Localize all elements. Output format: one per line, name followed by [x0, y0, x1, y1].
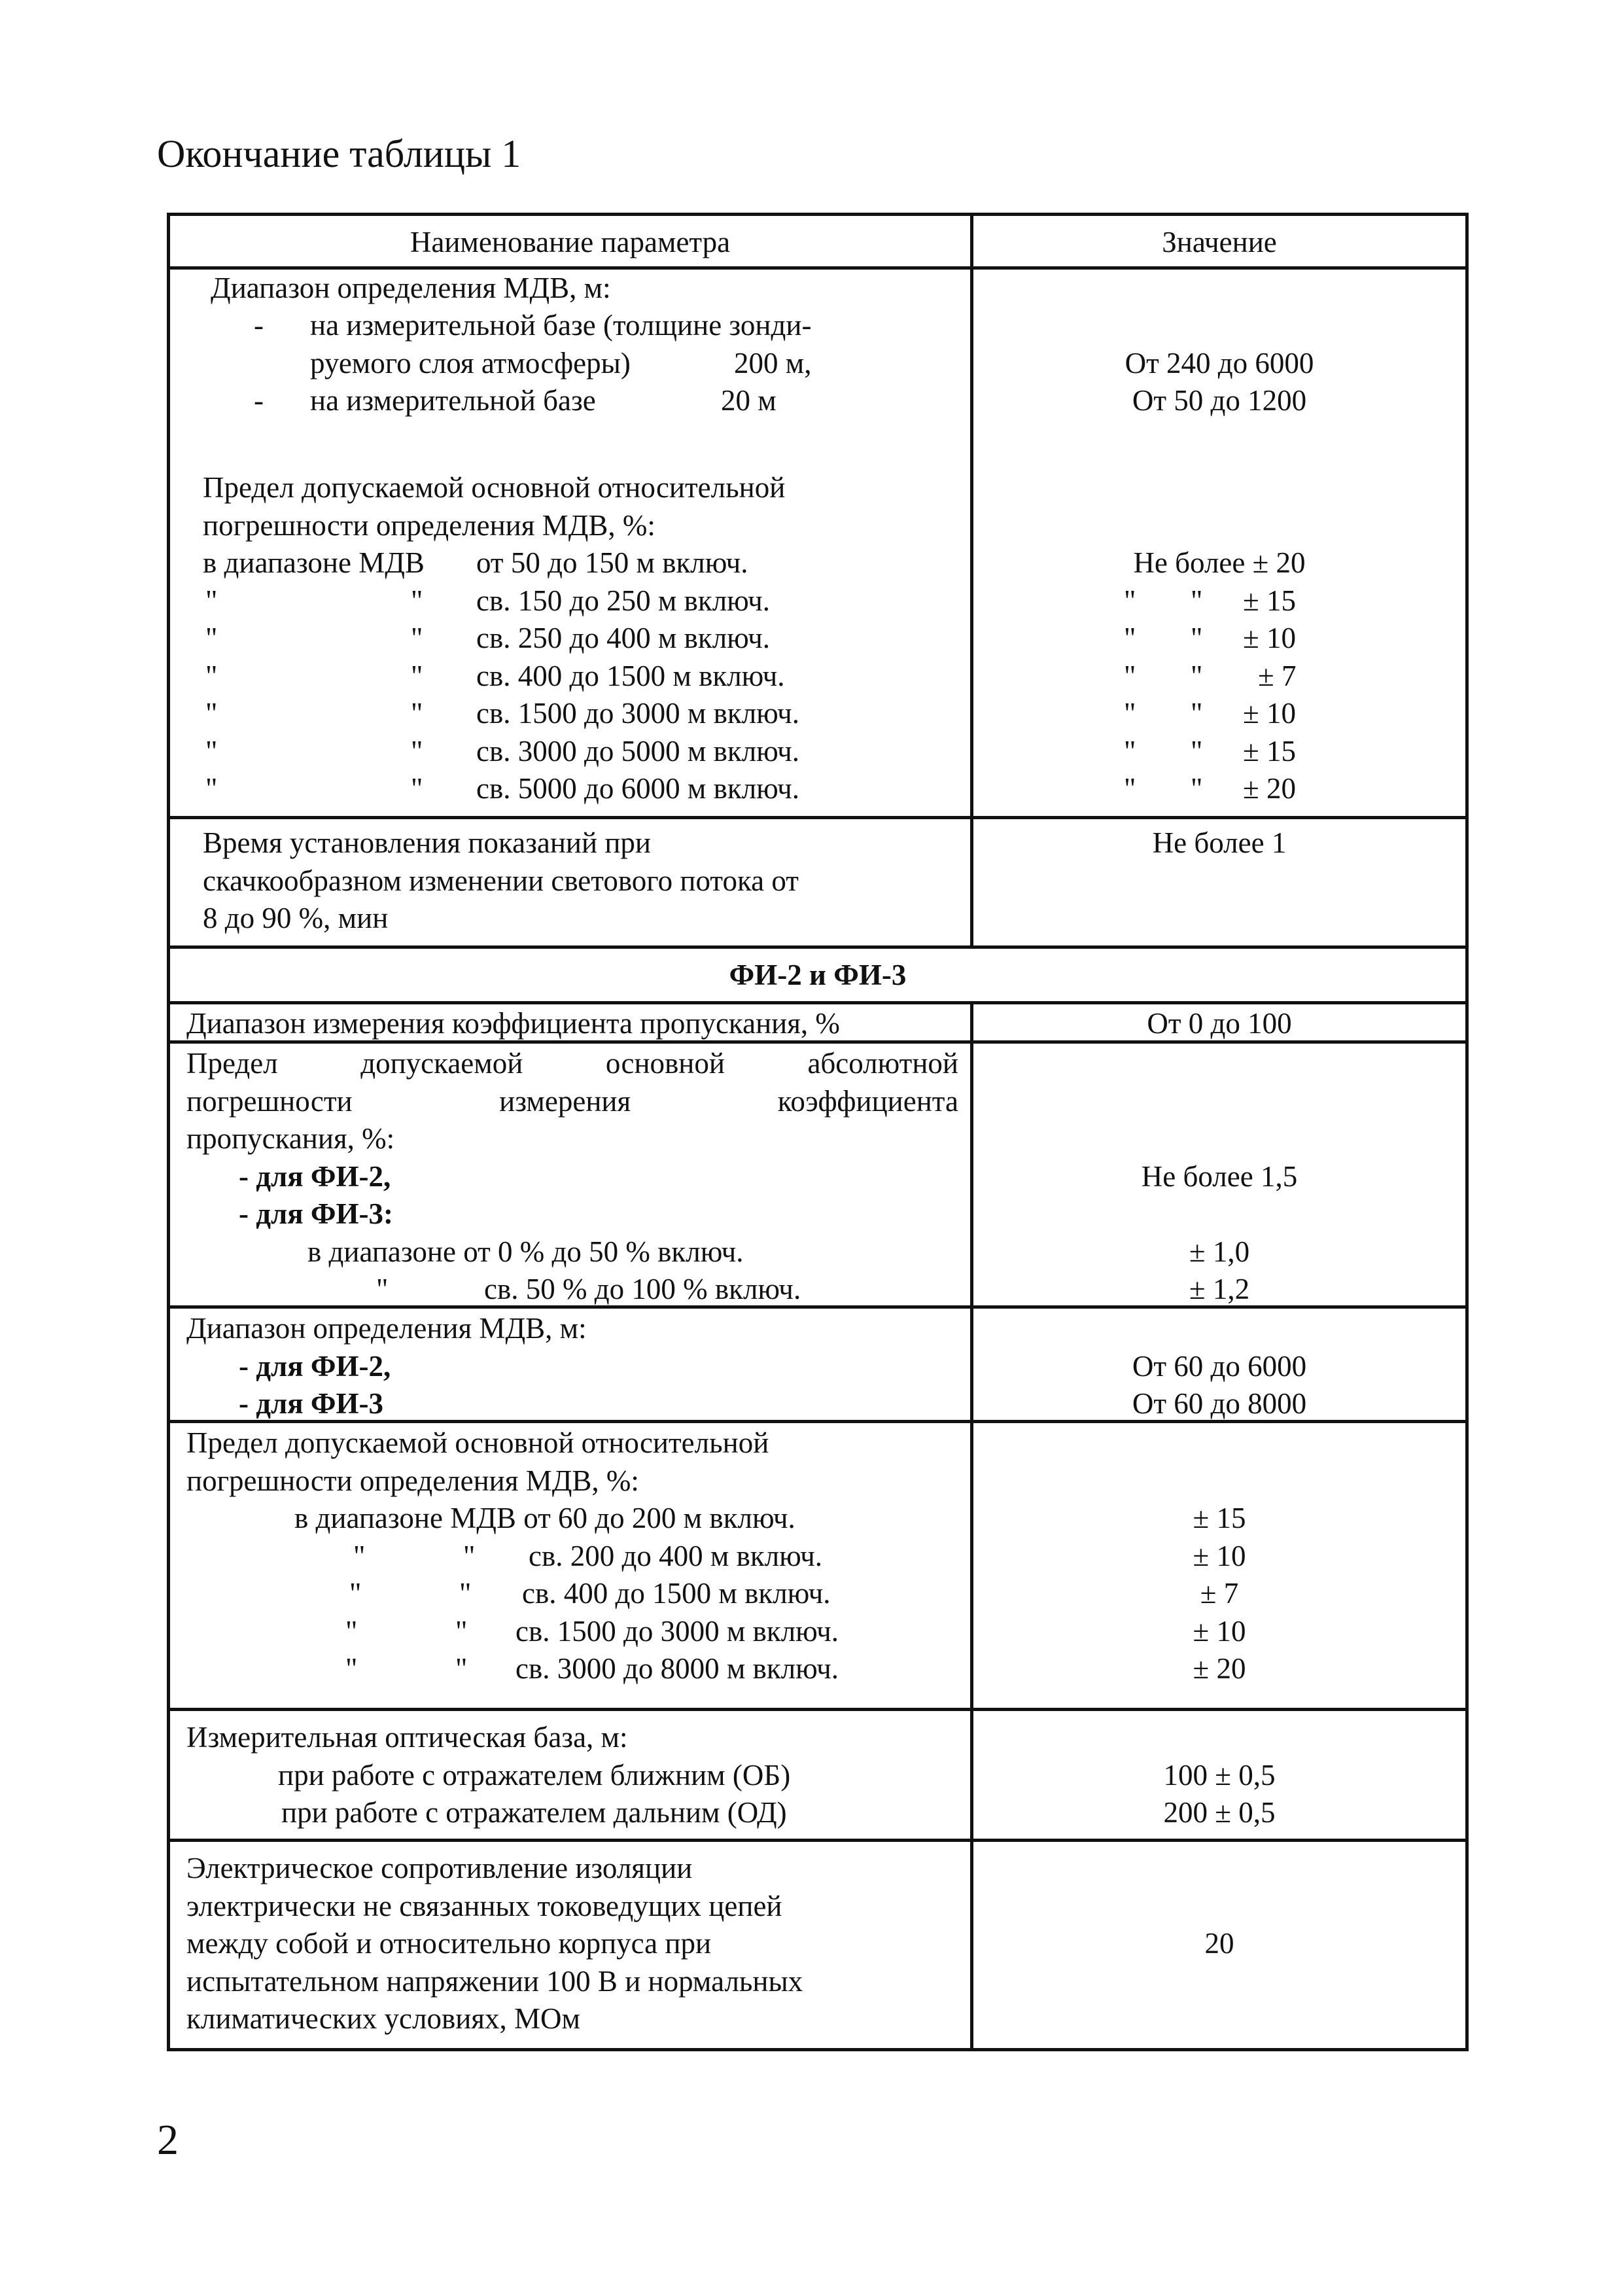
ditto-mark: ": [1191, 660, 1203, 692]
param-line: Предел допускаемой основной относительной: [186, 1426, 769, 1459]
param-line: - для ФИ-3:: [239, 1197, 393, 1230]
param-line: Электрическое сопротивление изоляции: [186, 1852, 693, 1884]
word: абсолютной: [807, 1047, 958, 1080]
table-row: [167, 1708, 1469, 1839]
range-line: св. 5000 до 6000 м включ.: [476, 772, 799, 805]
word: измерения: [499, 1085, 631, 1118]
param-cell: [170, 819, 970, 945]
table-row: [167, 1420, 1469, 1708]
word: погрешности: [186, 1085, 353, 1118]
ditto-mark: ": [1124, 697, 1136, 730]
param-cell: [170, 1711, 970, 1839]
param-line: Диапазон измерения коэффициента пропускания, %: [186, 1007, 840, 1040]
range-line: св. 1500 до 3000 м включ.: [515, 1615, 839, 1648]
ditto-mark: ": [345, 1615, 358, 1648]
value-cell: [970, 270, 1465, 816]
param-line: на измерительной базе: [310, 384, 596, 417]
ditto-mark: ": [459, 1577, 472, 1610]
ditto-mark: ": [205, 697, 218, 730]
param-line: климатических условиях, МОм: [186, 2002, 580, 2035]
ditto-mark: ": [345, 1652, 358, 1685]
param-line: [186, 1083, 958, 1120]
value-line: От 60 до 6000: [1132, 1350, 1307, 1383]
ditto-mark: ": [205, 584, 218, 617]
section-title-row: [167, 945, 1469, 1001]
value-line: ± 15: [1243, 735, 1296, 768]
bullet-dash: -: [254, 309, 264, 342]
value-cell: [970, 1842, 1465, 2048]
value-line: ± 10: [1243, 622, 1296, 654]
table-row: [167, 1305, 1469, 1420]
ditto-mark: ": [411, 622, 423, 654]
range-line: св. 400 до 1500 м включ.: [522, 1577, 831, 1610]
ditto-mark: ": [205, 735, 218, 768]
param-line: Диапазон определения МДВ, м:: [186, 1312, 587, 1345]
ditto-mark: ": [411, 772, 423, 805]
param-line: испытательном напряжении 100 В и нормальных: [186, 1965, 803, 1998]
header-param: [170, 216, 970, 266]
table-caption: Окончание таблицы 1: [157, 132, 521, 175]
ditto-mark: ": [1191, 584, 1203, 617]
value-line: ± 7: [1258, 660, 1297, 692]
word: Предел: [186, 1047, 278, 1080]
ditto-mark: ": [376, 1273, 389, 1305]
ditto-mark: ": [1124, 584, 1136, 617]
range-line: св. 3000 до 8000 м включ.: [515, 1652, 839, 1685]
range-line: св. 200 до 400 м включ.: [529, 1540, 822, 1572]
param-cell: [170, 1423, 970, 1708]
value-line: ± 7: [1200, 1577, 1239, 1610]
value-cell: [970, 819, 1465, 945]
param-line: Время установления показаний при: [203, 826, 651, 859]
value-line: Не более 1: [1152, 826, 1287, 859]
param-line: Предел допускаемой основной относительной: [203, 471, 786, 504]
bullet-dash: -: [254, 384, 264, 417]
ditto-mark: ": [1124, 735, 1136, 768]
ditto-mark: ": [411, 697, 423, 730]
param-line: - для ФИ-2,: [239, 1160, 391, 1193]
param-line: на измерительной базе (толщине зонди-: [310, 309, 812, 342]
param-cell: [170, 1044, 970, 1305]
param-line: Измерительная оптическая база, м:: [186, 1721, 628, 1754]
range-line: св. 3000 до 5000 м включ.: [476, 735, 799, 768]
param-cell: [170, 270, 970, 816]
ditto-mark: ": [205, 622, 218, 654]
param-line: в диапазоне МДВ от 60 до 200 м включ.: [294, 1502, 795, 1534]
param-line: электрически не связанных токоведущих цепей: [186, 1890, 782, 1922]
word: допускаемой: [360, 1047, 523, 1080]
section-title: ФИ-2 и ФИ-3: [729, 959, 907, 991]
param-cell: [170, 1842, 970, 2048]
value-line: 100 ± 0,5: [1163, 1759, 1276, 1792]
section-title-cell: [170, 949, 1465, 1001]
param-cell: [170, 1004, 970, 1040]
param-line: пропускания, %:: [186, 1122, 395, 1155]
value-line: ± 10: [1243, 697, 1296, 730]
ditto-mark: ": [1191, 735, 1203, 768]
value-line: ± 10: [1193, 1540, 1246, 1572]
value-cell: [970, 1309, 1465, 1420]
param-line: 8 до 90 %, мин: [203, 902, 389, 934]
ditto-mark: ": [411, 584, 423, 617]
ditto-mark: ": [1124, 622, 1136, 654]
value-line: ± 1,2: [1189, 1273, 1250, 1305]
value-line: ± 10: [1193, 1615, 1246, 1648]
range-line: св. 150 до 250 м включ.: [476, 584, 770, 617]
value-cell: [970, 1711, 1465, 1839]
value-line: Не более ± 20: [1133, 546, 1306, 579]
table-header-row: [167, 213, 1469, 266]
page-number: 2: [157, 2116, 179, 2164]
ditto-mark: ": [205, 772, 218, 805]
ditto-mark: ": [353, 1540, 366, 1572]
param-line: погрешности определения МДВ, %:: [203, 509, 655, 542]
param-line: руемого слоя атмосферы): [310, 347, 631, 380]
value-cell: [970, 1044, 1465, 1305]
value-line: 200 ± 0,5: [1163, 1796, 1276, 1829]
param-line: [186, 1045, 958, 1082]
param-line: Диапазон определения МДВ, м:: [211, 272, 611, 304]
header-value: [970, 216, 1465, 266]
param-line: - для ФИ-2,: [239, 1350, 391, 1383]
ditto-mark: ": [411, 735, 423, 768]
param-line: св. 50 % до 100 % включ.: [484, 1273, 801, 1305]
param-line: при работе с отражателем ближним (ОБ): [278, 1759, 791, 1792]
table-row: [167, 1040, 1469, 1305]
range-line: св. 400 до 1500 м включ.: [476, 660, 785, 692]
word: основной: [605, 1047, 725, 1080]
value-line: От 240 до 6000: [1125, 347, 1314, 380]
value-cell: [970, 1423, 1465, 1708]
ditto-mark: ": [349, 1577, 362, 1610]
value-line: От 60 до 8000: [1132, 1387, 1307, 1420]
range-line: св. 250 до 400 м включ.: [476, 622, 770, 654]
ditto-mark: ": [455, 1652, 468, 1685]
param-line: между собой и относительно корпуса при: [186, 1927, 712, 1960]
param-line: от 50 до 150 м включ.: [476, 546, 748, 579]
param-line: скачкообразном изменении светового потока от: [203, 864, 799, 897]
value-line: 20: [1204, 1927, 1234, 1960]
ditto-mark: ": [463, 1540, 476, 1572]
value-line: ± 1,0: [1189, 1235, 1250, 1268]
value-line: От 50 до 1200: [1132, 384, 1307, 417]
header-param-label: Наименование параметра: [410, 226, 731, 258]
ditto-mark: ": [1124, 660, 1136, 692]
table-row: [167, 266, 1469, 816]
param-line: погрешности определения МДВ, %:: [186, 1464, 639, 1497]
ditto-mark: ": [411, 660, 423, 692]
param-line: в диапазоне МДВ: [203, 546, 425, 579]
ditto-mark: ": [205, 660, 218, 692]
value-line: ± 20: [1243, 772, 1296, 805]
value-cell: [970, 1004, 1465, 1040]
table-row: [167, 1001, 1469, 1040]
value-line: ± 15: [1243, 584, 1296, 617]
value-line: ± 15: [1193, 1502, 1246, 1534]
word: коэффициента: [777, 1085, 958, 1118]
range-line: св. 1500 до 3000 м включ.: [476, 697, 799, 730]
table-row: [167, 1839, 1469, 2051]
table-row: [167, 816, 1469, 945]
ditto-mark: ": [1191, 697, 1203, 730]
param-line: 20 м: [721, 384, 777, 417]
ditto-mark: ": [455, 1615, 468, 1648]
param-line: - для ФИ-3: [239, 1387, 383, 1420]
param-cell: [170, 1309, 970, 1420]
ditto-mark: ": [1191, 772, 1203, 805]
param-line: в диапазоне от 0 % до 50 % включ.: [307, 1235, 744, 1268]
value-line: ± 20: [1193, 1652, 1246, 1685]
header-value-label: Значение: [1162, 226, 1277, 258]
value-line: От 0 до 100: [1147, 1007, 1292, 1040]
param-line: 200 м,: [734, 347, 812, 380]
ditto-mark: ": [1191, 622, 1203, 654]
value-line: Не более 1,5: [1141, 1160, 1298, 1193]
ditto-mark: ": [1124, 772, 1136, 805]
param-line: при работе с отражателем дальним (ОД): [281, 1796, 787, 1829]
